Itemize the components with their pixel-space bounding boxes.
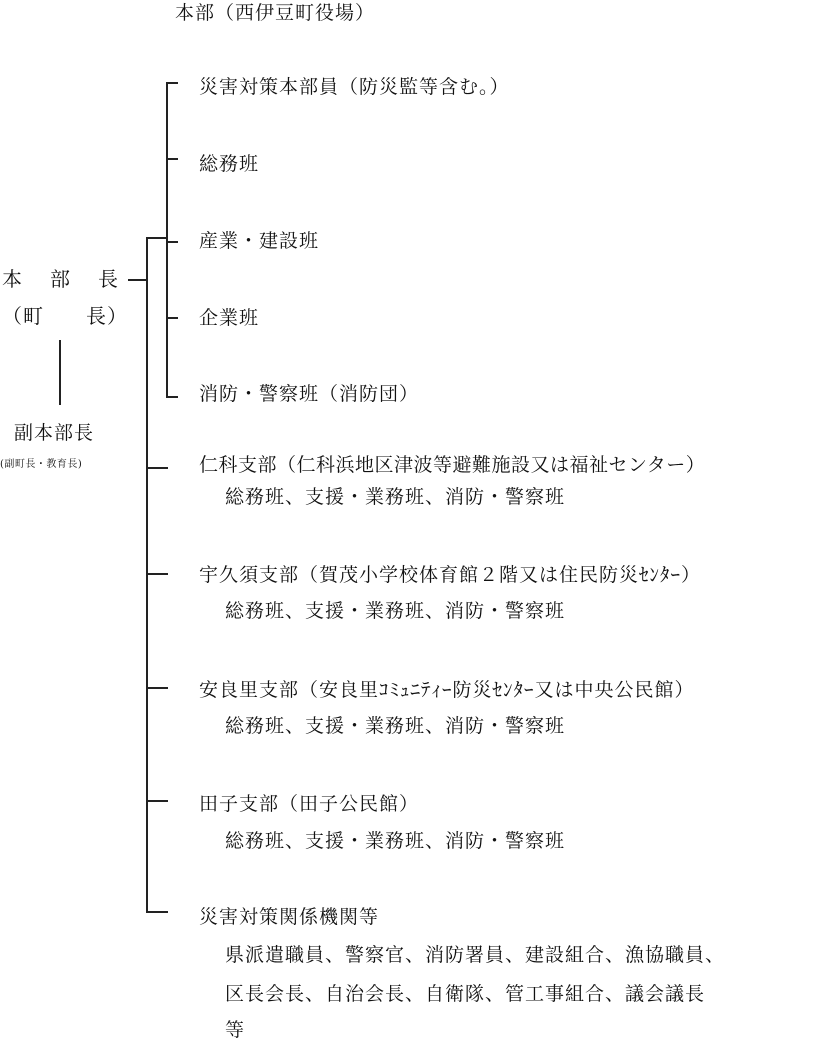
branch-name: 仁科支部（仁科浜地区津波等避難施設又は福祉センター） (199, 454, 706, 476)
agencies-title: 災害対策関係機関等 (199, 906, 380, 928)
branch-tick (146, 573, 168, 575)
deputy-subtitle: (副町長・教育長) (0, 459, 83, 470)
hq-group: 災害対策本部員（防災監等含む。） (199, 76, 510, 98)
hq-group: 産業・建設班 (199, 230, 320, 252)
hq-group: 総務班 (199, 153, 260, 175)
deputy-title: 副本部長 (14, 422, 95, 444)
hq-bracket-link (146, 237, 168, 239)
branch-name: 宇久須支部（賀茂小学校体育館２階又は住民防災ｾﾝﾀｰ） (199, 564, 702, 586)
chief-subtitle: （町 長） (2, 304, 128, 328)
agencies-line: 県派遣職員、警察官、消防署員、建設組合、漁協職員、 (225, 944, 726, 966)
branch-name: 田子支部（田子公民館） (199, 793, 420, 815)
hq-tick (166, 241, 178, 243)
chief-title: 本 部 長 (2, 267, 122, 291)
branch-teams: 総務班、支援・業務班、消防・警察班 (225, 715, 566, 737)
branch-teams: 総務班、支援・業務班、消防・警察班 (225, 830, 566, 852)
hq-tick (166, 158, 178, 160)
hq-tick (166, 317, 178, 319)
hq-title: 本部（西伊豆町役場） (175, 2, 376, 24)
chief-connector (128, 279, 148, 281)
branch-name: 安良里支部（安良里ｺﾐｭﾆﾃｨｰ防災ｾﾝﾀｰ又は中央公民館） (199, 679, 695, 701)
hq-tick (166, 82, 178, 84)
branch-teams: 総務班、支援・業務班、消防・警察班 (225, 486, 566, 508)
agencies-tick (146, 911, 168, 913)
agencies-line: 等 (225, 1019, 246, 1041)
chief-deputy-connector (59, 340, 61, 405)
branch-tick (146, 800, 168, 802)
branch-tick (146, 467, 168, 469)
hq-bracket-line (166, 82, 168, 398)
branch-tick (146, 687, 168, 689)
hq-tick (166, 396, 178, 398)
hq-group: 消防・警察班（消防団） (199, 383, 420, 405)
branch-teams: 総務班、支援・業務班、消防・警察班 (225, 600, 566, 622)
agencies-line: 区長会長、自治会長、自衛隊、管工事組合、議会議長 (225, 983, 706, 1005)
hq-group: 企業班 (199, 307, 260, 329)
